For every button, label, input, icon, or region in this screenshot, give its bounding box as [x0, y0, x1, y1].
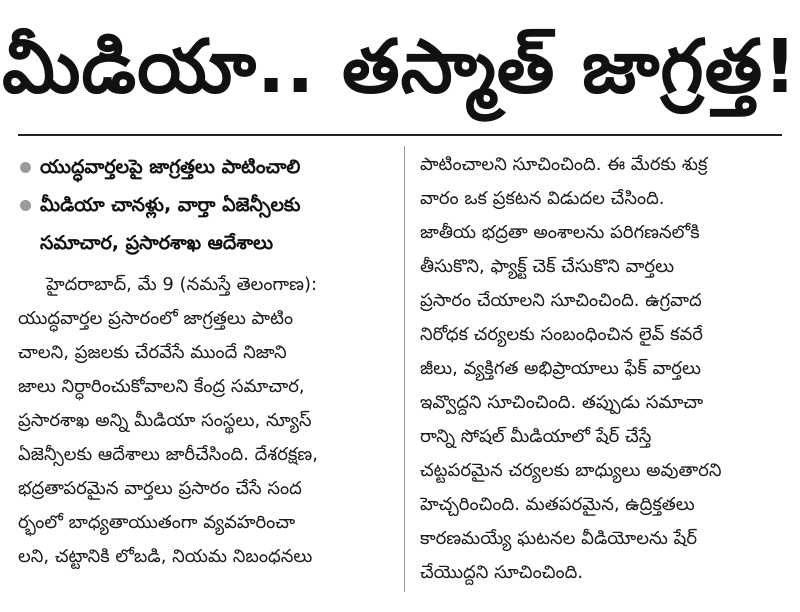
- body-line: చేయొద్దని సూచించింది.: [420, 562, 584, 583]
- headline: మీడియా.. తస్మాత్ జాగ్రత్త!: [2, 24, 798, 110]
- body-line: తీసుకొని, ఫ్యాక్ట్ చెక్ చేసుకొని వార్తలు: [420, 256, 675, 277]
- body-line: జాతీయ భద్రతా అంశాలను పరిగణనలోకి: [420, 222, 700, 243]
- right-column: [420, 148, 782, 590]
- body-line: ర్భంలో బాధ్యతాయుతంగా వ్యవహరించా: [18, 512, 296, 533]
- right-body-text: [420, 148, 782, 590]
- bullet-dot-icon: [20, 200, 31, 211]
- bullet-dot-icon: [20, 162, 31, 173]
- highlight-bullets: [18, 148, 396, 262]
- body-line: వారం ఒక ప్రకటన విడుదల చేసింది.: [420, 188, 665, 209]
- body-line: లని, చట్టానికి లోబడి, నియమ నిబంధనలు: [18, 546, 313, 567]
- body-line: హెచ్చరించింది. మతపరమైన, ఉద్రిక్తతలు: [420, 494, 695, 515]
- body-line: జాలు నిర్ధారించుకోవాలని కేంద్ర సమాచార,: [18, 376, 305, 397]
- body-line: యుద్ధవార్తల ప్రసారంలో జాగ్రత్తలు పాటిం: [18, 308, 294, 329]
- body-line: నిరోధక చర్యలకు సంబంధించిన లైవ్ కవరే: [420, 324, 703, 345]
- left-body-text: [18, 268, 396, 574]
- left-column: [18, 148, 396, 574]
- body-line: చట్టపరమైన చర్యలకు బాధ్యులు అవుతారని: [420, 460, 722, 481]
- body-line: చాలని, ప్రజలకు చేరవేసే ముందే నిజాని: [18, 342, 287, 363]
- bullet-item: [18, 186, 396, 262]
- body-line: భద్రతాపరమైన వార్తలు ప్రసారం చేసే సంద: [18, 478, 302, 499]
- column-divider: [404, 146, 405, 592]
- body-line: ప్రసారం చేయాలని సూచించింది. ఉగ్రవాద: [420, 290, 702, 311]
- body-line: రాన్ని సోషల్ మీడియాలో షేర్ చేస్తే: [420, 426, 652, 447]
- body-line: ప్రసారశాఖ అన్ని మీడియా సంస్థలు, న్యూస్: [18, 410, 312, 431]
- bullet-item: [18, 148, 396, 186]
- bullet-text: మీడియా చానళ్లు, వార్తా ఏజెన్సీలకు: [40, 194, 301, 216]
- body-line: జీలు, వ్యక్తిగత అభిప్రాయాలు ఫేక్ వార్తలు: [420, 358, 701, 379]
- dateline: హైదరాబాద్, మే 9 (నమస్తే తెలంగాణ):: [46, 274, 318, 295]
- body-line: ఏజెన్సీలకు ఆదేశాలు జారీచేసింది. దేశరక్షణ,: [18, 444, 318, 465]
- body-line: ఇవ్వొద్దని సూచించింది. తప్పుడు సమాచా: [420, 392, 704, 413]
- body-line: పాటించాలని సూచించింది. ఈ మేరకు శుక్ర: [420, 154, 708, 175]
- body-line: కారణమయ్యే ఘటనల వీడియోలను షేర్: [420, 528, 698, 549]
- headline-rule: [18, 134, 782, 136]
- bullet-text: సమాచార, ప్రసారశాఖ ఆదేశాలు: [40, 232, 274, 254]
- bullet-text: యుద్ధవార్తలపై జాగ్రత్తలు పాటించాలి: [40, 156, 301, 178]
